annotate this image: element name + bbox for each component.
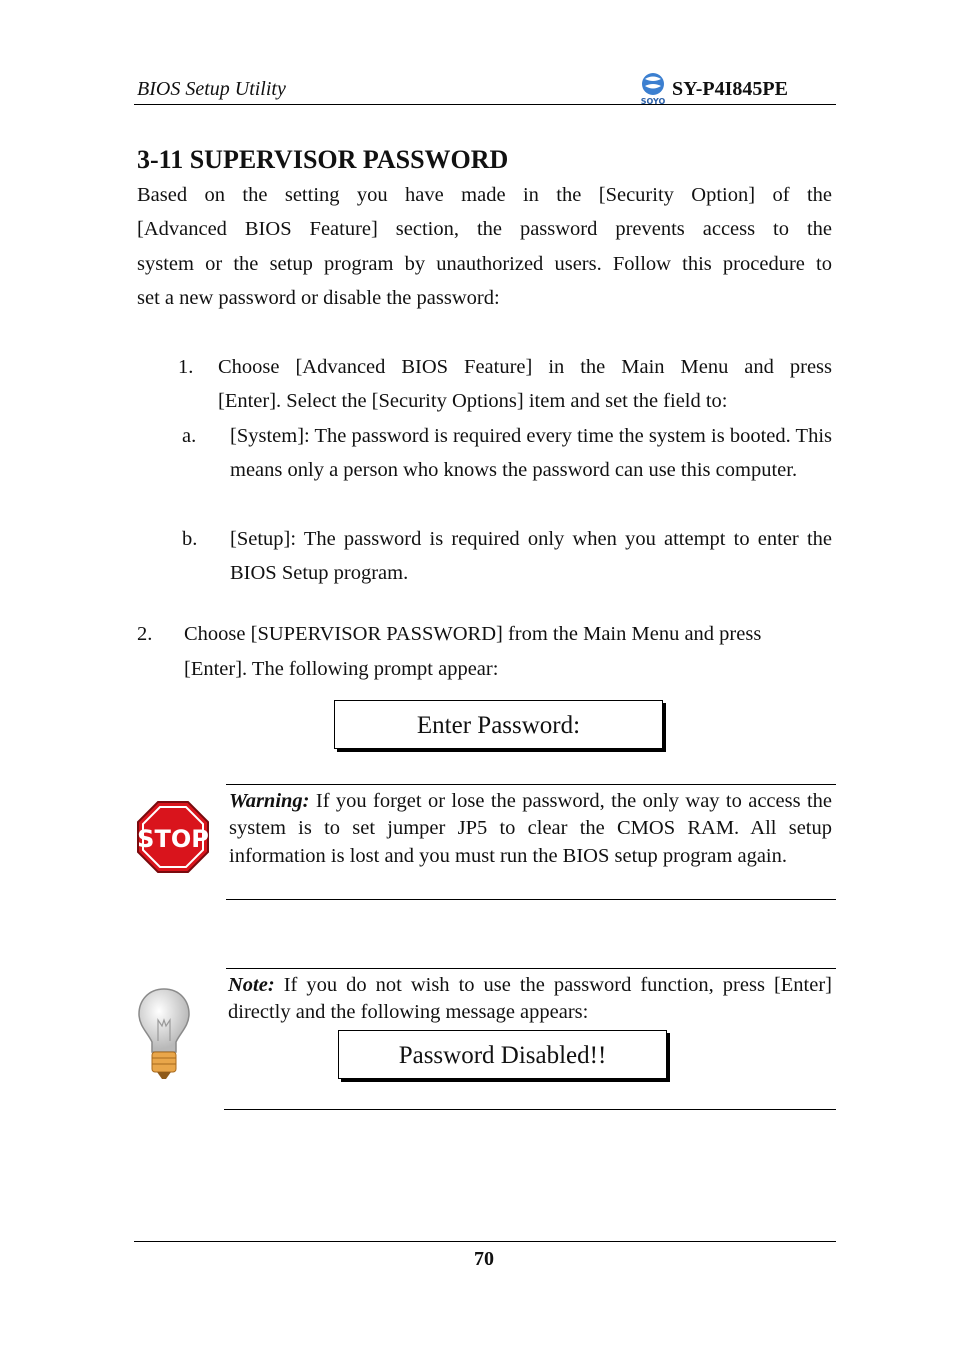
step1-line-1: Choose [Advanced BIOS Feature] in the Main Menu and press	[218, 356, 832, 378]
warning-text	[229, 788, 832, 870]
light-bulb-icon	[136, 986, 192, 1082]
note-body: If you do not wish to use the password function, press [Enter] directly and the following message appears:	[228, 974, 832, 1024]
intro-line-1: Based on the setting you have made in the [Security Option] of the	[137, 184, 832, 206]
step1-b-label: b.	[182, 528, 198, 550]
step2-number: 2.	[137, 623, 153, 645]
logo-text: SOYO	[640, 97, 666, 106]
step1-line-2: [Enter]. Select the [Security Options] item and set the field to:	[218, 390, 728, 412]
note-label: Note:	[228, 974, 275, 996]
step1-b-text: [Setup]: The password is required only when you attempt to enter the BIOS Setup program.	[230, 528, 832, 585]
page-number: 70	[474, 1248, 494, 1270]
stop-sign-text: STOP	[137, 825, 209, 853]
warning-bottom-rule	[226, 899, 836, 900]
header-divider	[134, 104, 836, 105]
note-text	[228, 972, 832, 1027]
note-top-rule	[226, 968, 836, 969]
intro-line-3: system or the setup program by unauthorized users. Follow this procedure to	[137, 253, 832, 275]
note-bottom-rule	[224, 1109, 836, 1110]
header-left-title: BIOS Setup Utility	[137, 78, 286, 100]
soyo-logo-icon	[636, 70, 670, 106]
warning-body: If you forget or lose the password, the only way to access the system is to set jumper JP5 to clear the CMOS RAM. All setup information is lost and you must run the BIOS setup program again.	[229, 790, 832, 867]
header-model: SY-P4I845PE	[672, 78, 788, 100]
step1-number: 1.	[178, 356, 194, 378]
step1-a-label: a.	[182, 425, 197, 447]
footer-divider	[134, 1241, 836, 1242]
enter-password-prompt: Enter Password:	[334, 700, 663, 749]
step2-line-2: [Enter]. The following prompt appear:	[184, 658, 499, 680]
stop-sign-icon	[136, 800, 210, 874]
intro-line-2: [Advanced BIOS Feature] section, the password prevents access to the	[137, 218, 832, 240]
password-disabled-prompt: Password Disabled!!	[338, 1030, 667, 1079]
intro-line-4: set a new password or disable the password:	[137, 287, 500, 309]
warning-label: Warning:	[229, 790, 310, 812]
step2-line-1: Choose [SUPERVISOR PASSWORD] from the Main Menu and press	[184, 623, 762, 645]
step1-a-text: [System]: The password is required every time the system is booted. This means only a person who knows the password can use this computer.	[230, 425, 832, 482]
section-title: 3-11 SUPERVISOR PASSWORD	[137, 145, 509, 174]
warning-top-rule	[226, 784, 836, 785]
